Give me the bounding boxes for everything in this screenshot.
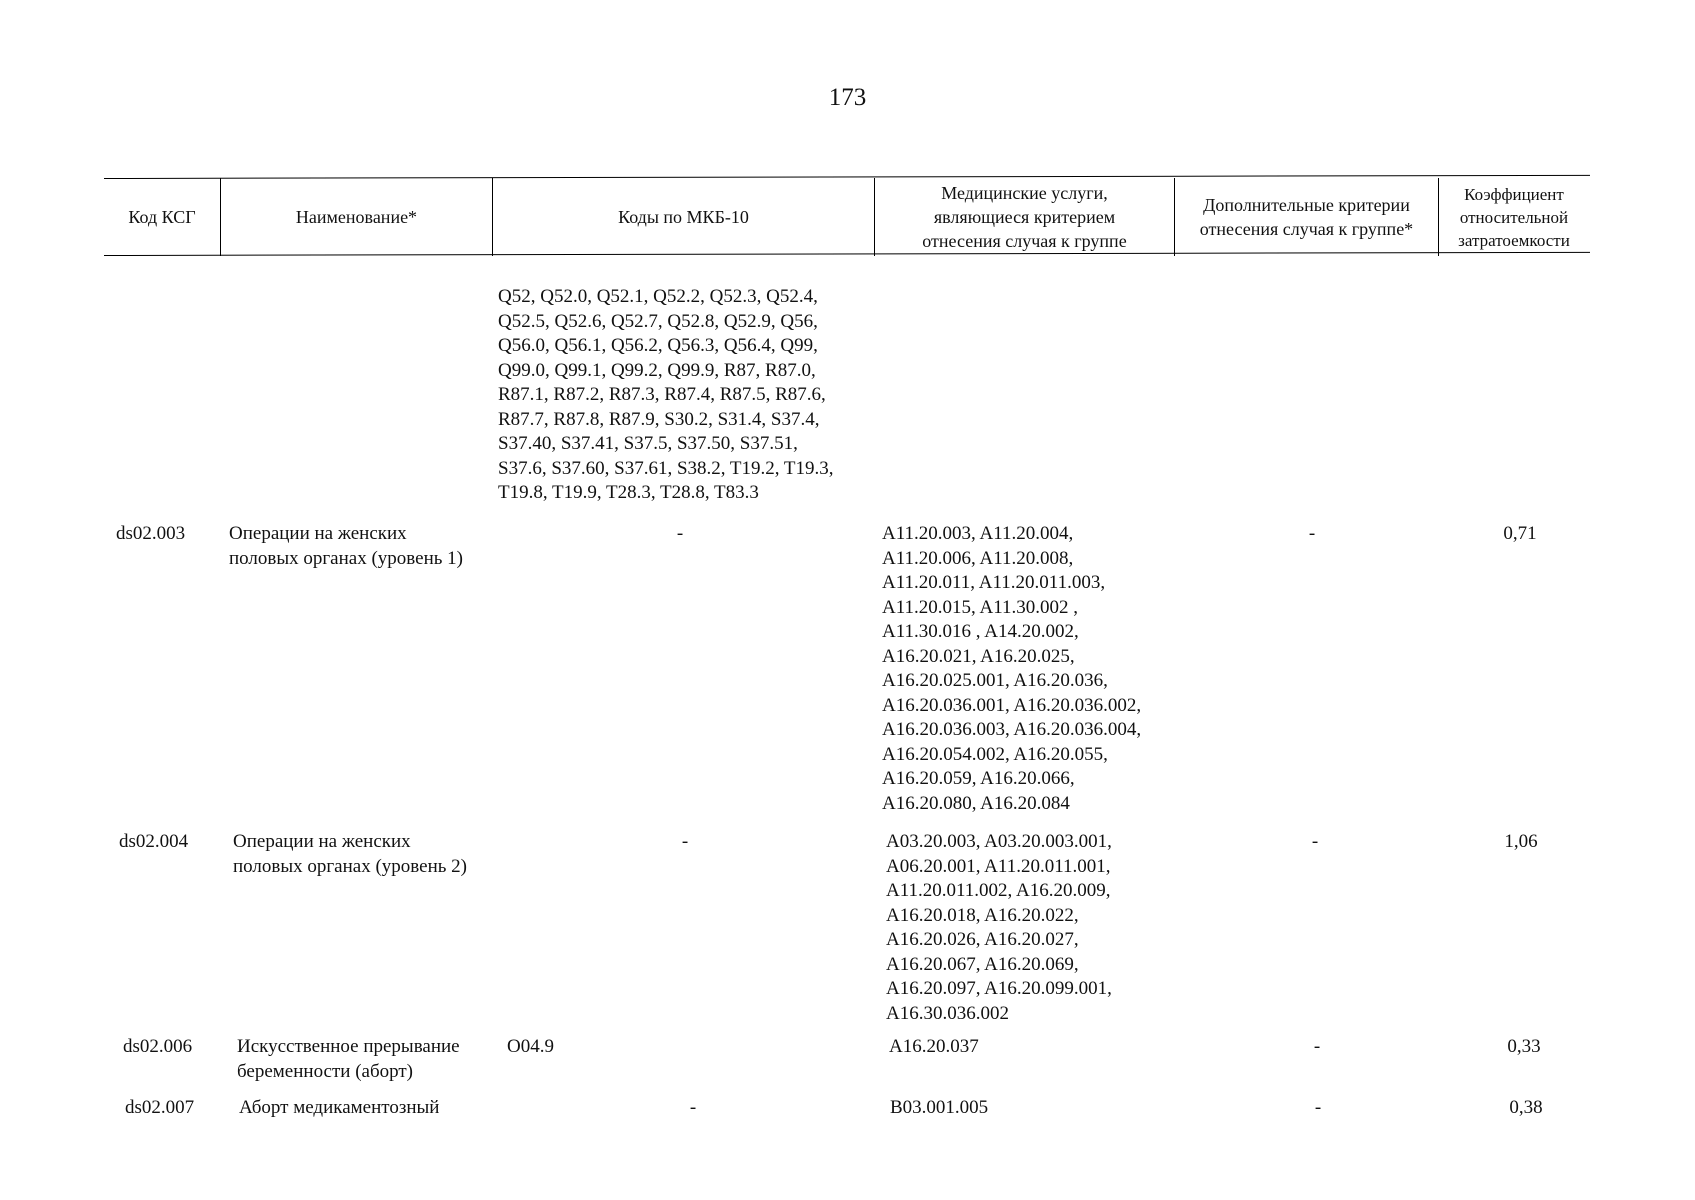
header-name: Наименование* xyxy=(295,207,418,227)
medical-services: A16.20.037 xyxy=(889,1036,979,1057)
coefficient: 1,06 xyxy=(1504,831,1538,852)
coefficient: 0,38 xyxy=(1509,1097,1543,1118)
header-additional: Дополнительные критерии отнесения случая к группе* xyxy=(1199,195,1414,239)
additional-criteria: - xyxy=(1313,1036,1321,1057)
icd-codes: O04.9 xyxy=(507,1036,554,1057)
medical-services: B03.001.005 xyxy=(890,1097,989,1118)
medical-services: A03.20.003, A03.20.003.001, A06.20.001, A11.20.011.001, A11.20.011.002, A16.20.009, A16.20.018, A16.20.022, A16.20.026, A16.20.027, A16.20.067, A16.20.069, A16.20.097, A16.20.099.001, A16.30.036.002 xyxy=(886,831,1112,1024)
page-number: 173 xyxy=(828,84,867,111)
table-header xyxy=(104,178,1590,258)
ksg-name: Аборт медикаментозный xyxy=(239,1097,440,1118)
ksg-name: Искусственное прерывание беременности (аборт) xyxy=(237,1036,460,1082)
header-icd: Коды по МКБ-10 xyxy=(618,207,749,227)
ksg-code: ds02.006 xyxy=(123,1036,193,1057)
ksg-code: ds02.003 xyxy=(116,523,186,544)
additional-criteria: - xyxy=(1311,831,1319,852)
additional-criteria: - xyxy=(1308,523,1316,544)
additional-criteria: - xyxy=(1314,1097,1322,1118)
icd-codes: - xyxy=(689,1097,697,1118)
ksg-name: Операции на женских половых органах (уровень 2) xyxy=(233,831,467,877)
header-coefficient: Коэффициент относительной затратоемкости xyxy=(1458,184,1570,250)
ksg-code: ds02.004 xyxy=(119,831,189,852)
coefficient: 0,33 xyxy=(1507,1036,1541,1057)
header-code: Код КСГ xyxy=(128,207,196,227)
icd-codes: - xyxy=(681,831,689,852)
medical-services: A11.20.003, A11.20.004, A11.20.006, A11.20.008, A11.20.011, A11.20.011.003, A11.20.015, A11.30.002 , A11.30.016 , A14.20.002, A16.20.021, A16.20.025, A16.20.025.001, A16.20.036, A16.20.036.001, A16.20.036.002, A16.20.036.003, A16.20.036.004, A16.20.054.002, A16.20.055, A16.20.059, A16.20.066, A16.20.080, A16.20.084 xyxy=(882,523,1142,814)
coefficient: 0,71 xyxy=(1503,523,1537,544)
ksg-code: ds02.007 xyxy=(125,1097,195,1118)
icd-codes: - xyxy=(676,523,684,544)
header-services: Медицинские услуги, являющиеся критерием отнесения случая к группе xyxy=(922,183,1127,251)
ksg-name: Операции на женских половых органах (уровень 1) xyxy=(229,523,463,569)
icd-codes-continuation: Q52, Q52.0, Q52.1, Q52.2, Q52.3, Q52.4, Q52.5, Q52.6, Q52.7, Q52.8, Q52.9, Q56, Q56.0, Q56.1, Q56.2, Q56.3, Q56.4, Q99, Q99.0, Q99.1, Q99.2, Q99.9, R87, R87.0, R87.1, R87.2, R87.3, R87.4, R87.5, R87.6, R87.7, R87.8, R87.9, S30.2, S31.4, S37.4, S37.40, S37.41, S37.5, S37.50, S37.51, S37.6, S37.60, S37.61, S38.2, T19.2, T19.3, T19.8, T19.9, T28.3, T28.8, T83.3 xyxy=(498,286,834,503)
